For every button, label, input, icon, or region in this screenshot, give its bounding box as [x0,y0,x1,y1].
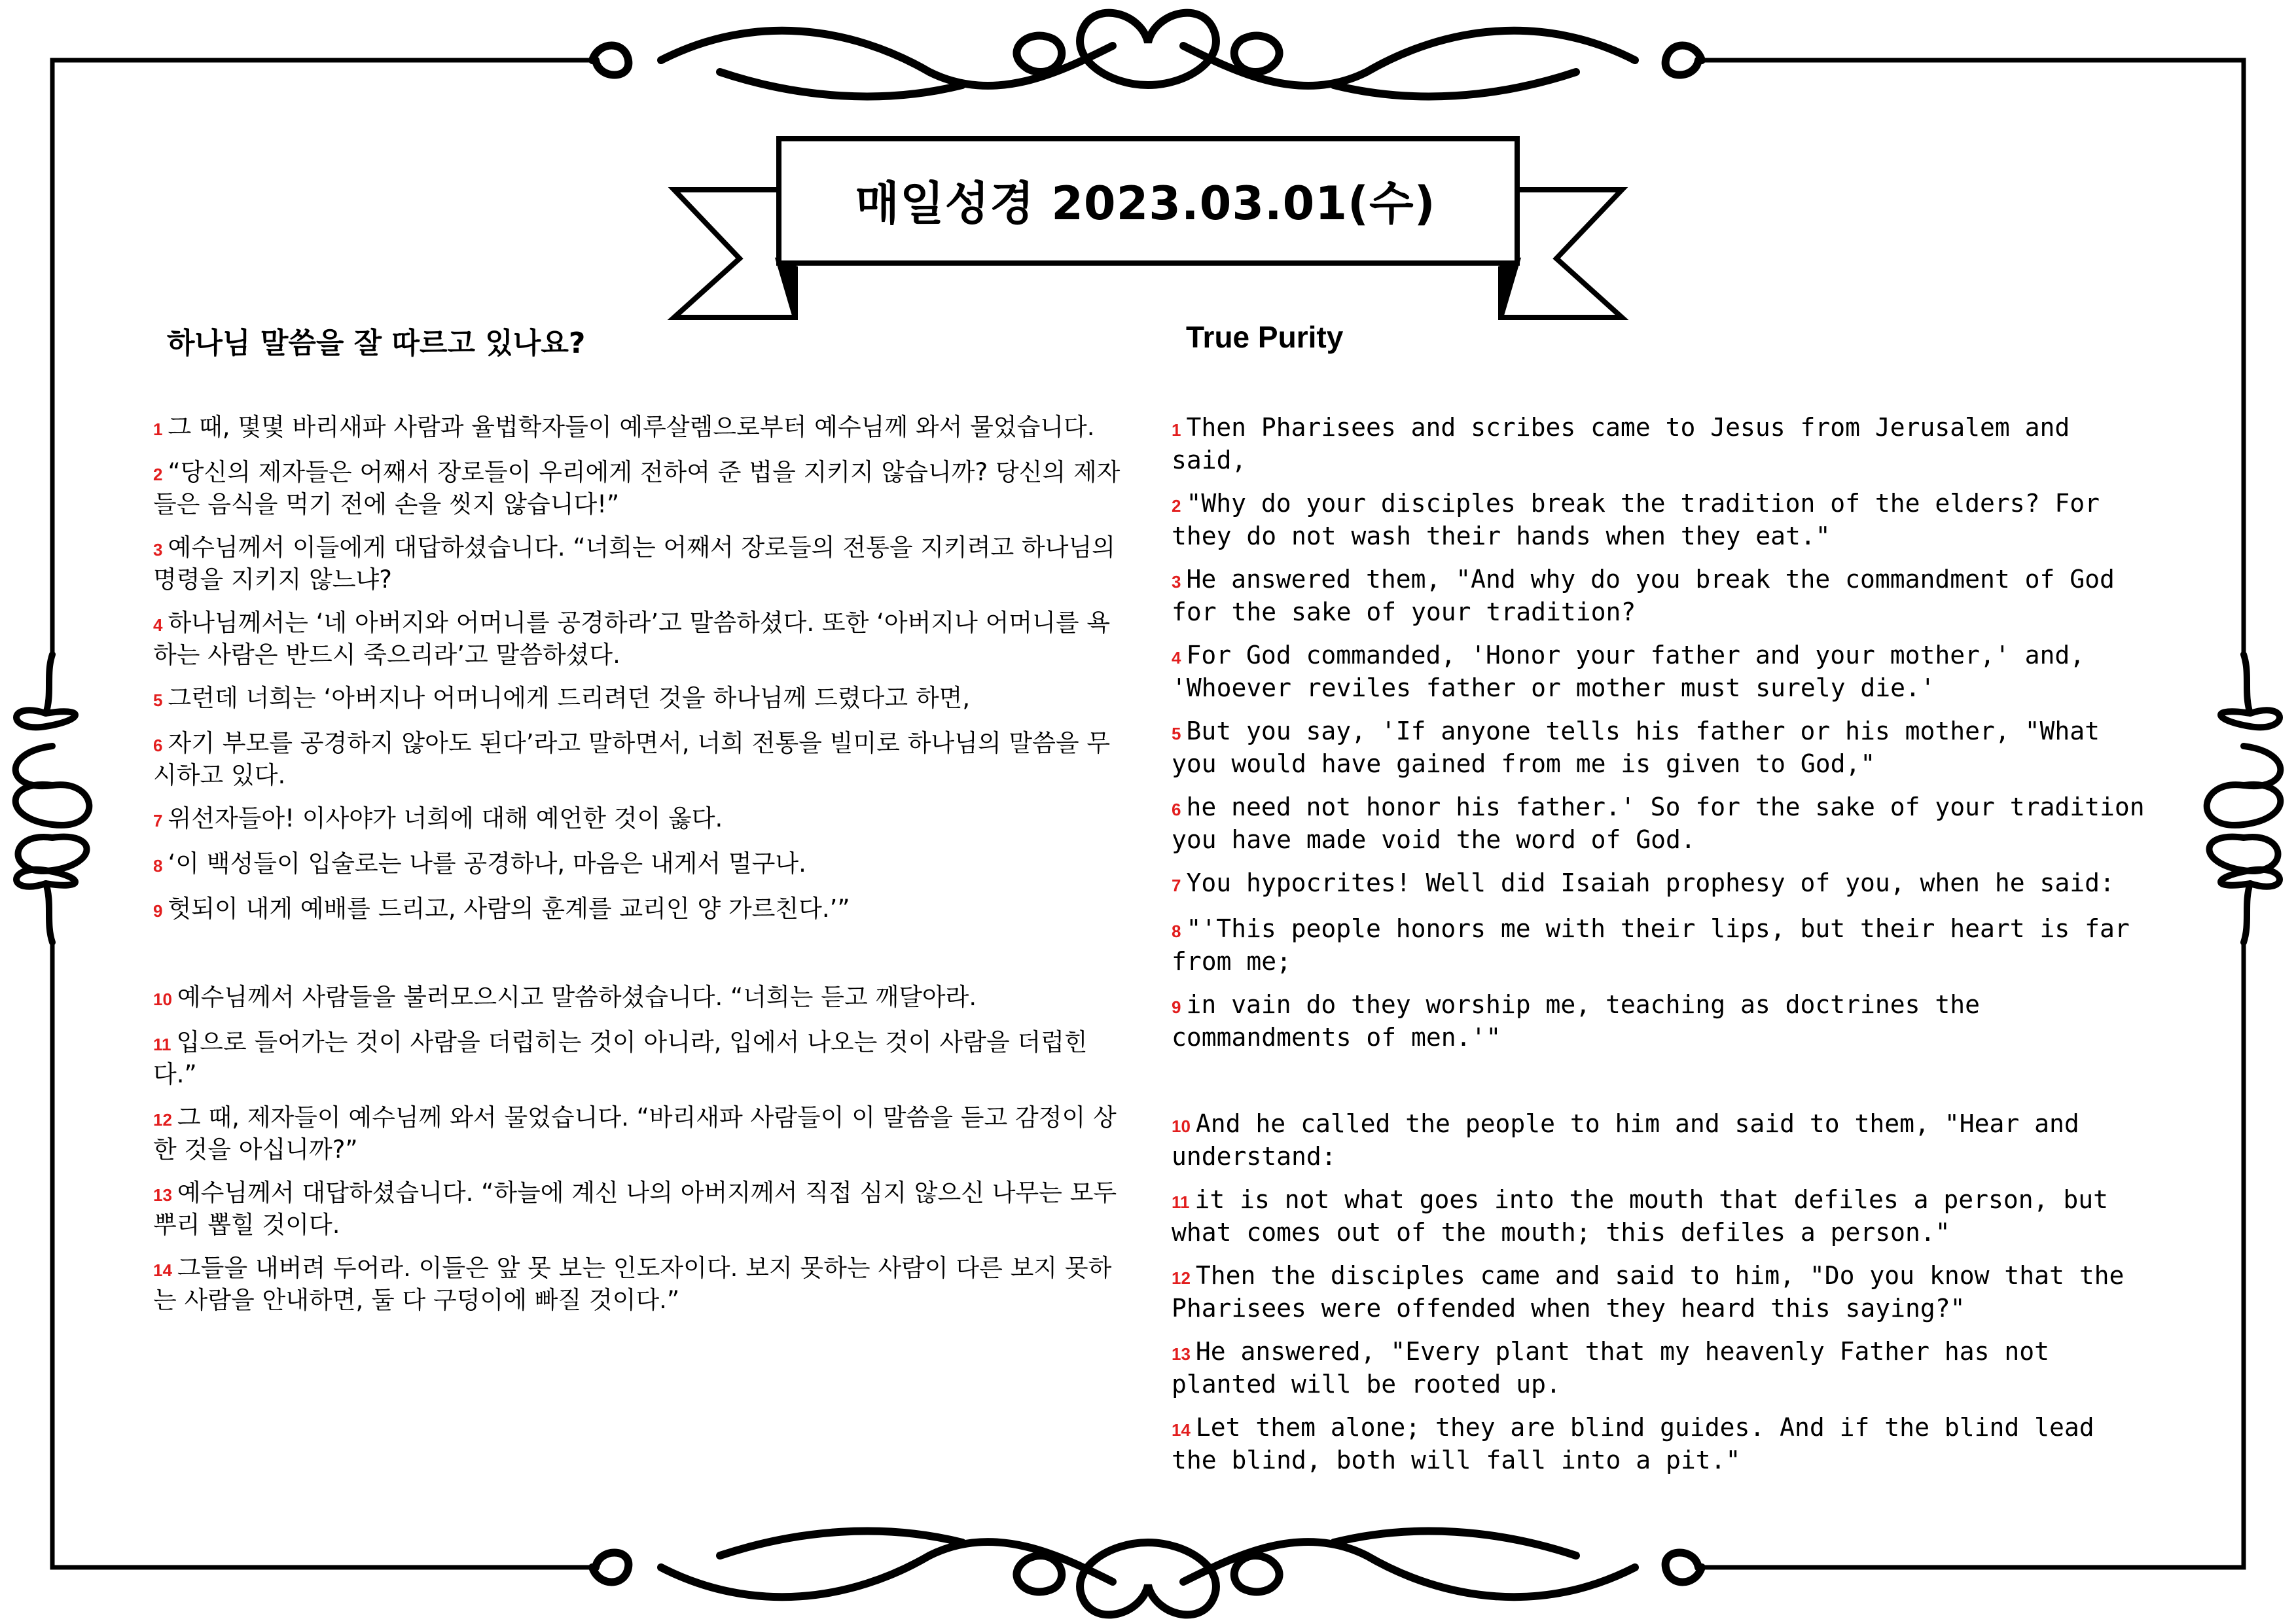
verse-number: 11 [1172,1192,1190,1212]
verse-text: And he called the people to him and said to them, "Hear and understand: [1172,1109,2079,1171]
verse-text: 헛되이 내게 예배를 드리고, 사람의 훈계를 교리인 양 가르친다.’” [168,895,850,923]
english-heading: True Purity [1186,320,1344,354]
english-verse [1172,914,2153,976]
korean-verse [153,982,1122,1014]
verse-text: 하나님께서는 ‘네 아버지와 어머니를 공경하라’고 말씀하셨다. 또한 ‘아버지나 어머니를 욕하는 사람은 반드시 죽으리라’고 말씀하셨다. [153,609,1111,669]
verse-text: 예수님께서 사람들을 불러모으시고 말씀하셨습니다. “너희는 듣고 깨달아라. [177,983,977,1011]
verse-text: You hypocrites! Well did Isaiah prophesy of you, when he said: [1186,868,2115,897]
korean-verse [153,728,1122,791]
bottom-flourish [592,1531,1702,1615]
korean-verse [153,1178,1122,1240]
verse-number: 11 [153,1035,171,1054]
verse-number: 12 [153,1110,172,1130]
verse-number: 13 [153,1185,172,1205]
english-verse [1172,640,2153,703]
korean-verse [153,457,1122,520]
english-verse [1172,488,2153,551]
verse-text: ‘이 백성들이 입술로는 나를 공경하나, 마음은 내게서 멀구나. [168,849,806,878]
korean-verse [153,1103,1122,1165]
verse-text: 그런데 너희는 ‘아버지나 어머니에게 드리려던 것을 하나님께 드렸다고 하면, [168,684,971,712]
verse-text: "Why do your disciples break the tradition of the elders? For they do not wash their hands when they eat." [1172,489,2100,550]
english-verse [1172,1185,2153,1247]
korean-passage [153,412,1122,1329]
verse-number: 7 [1172,876,1181,895]
verse-text: Then Pharisees and scribes came to Jesus from Jerusalem and said, [1172,413,2070,474]
verse-text: "'This people honors me with their lips, but their heart is far from me; [1172,914,2130,976]
verse-number: 14 [1172,1420,1191,1440]
english-verse [1172,716,2153,779]
english-verse [1172,990,2153,1052]
korean-verse [153,804,1122,836]
verse-text: Then the disciples came and said to him, "Do you know that the Pharisees were offended when they heard this saying?" [1172,1261,2125,1323]
verse-number: 5 [1172,724,1181,743]
verse-number: 4 [153,615,163,635]
verse-number: 10 [153,990,172,1009]
verse-text: 그들을 내버려 두어라. 이들은 앞 못 보는 인도자이다. 보지 못하는 사람이 다른 보지 못하는 사람을 안내하면, 둘 다 구덩이에 빠질 것이다.” [153,1254,1112,1314]
korean-verse [153,412,1122,444]
verse-text: he need not honor his father.' So for the sake of your tradition you have made void the word of God. [1172,793,2145,854]
korean-verse [153,608,1122,670]
right-side-ornament [2207,654,2281,942]
english-verse [1172,564,2153,627]
verse-number: 9 [1172,997,1181,1017]
verse-number: 8 [153,856,163,876]
verse-number: 2 [153,465,163,484]
verse-number: 12 [1172,1268,1191,1288]
verse-number: 6 [1172,800,1181,819]
korean-verse [153,1027,1122,1090]
verse-text: 예수님께서 대답하셨습니다. “하늘에 계신 나의 아버지께서 직접 심지 않으신 나무는 모두 뿌리 뽑힐 것이다. [153,1179,1117,1239]
verse-text: 입으로 들어가는 것이 사람을 더럽히는 것이 아니라, 입에서 나오는 것이 사람을 더럽힌다.” [153,1028,1088,1088]
verse-number: 5 [153,690,163,710]
verse-text: 그 때, 몇몇 바리새파 사람과 율법학자들이 예루살렘으로부터 예수님께 와서 물었습니다. [168,413,1095,441]
verse-text: in vain do they worship me, teaching as doctrines the commandments of men.'" [1172,990,1980,1052]
korean-verse [153,533,1122,595]
verse-text: 자기 부모를 공경하지 않아도 된다’라고 말하면서, 너희 전통을 빌미로 하나님의 말씀을 무시하고 있다. [153,729,1111,789]
verse-number: 3 [153,540,163,560]
verse-text: But you say, 'If anyone tells his father or his mother, "What you would have gained from me is given to God," [1172,717,2100,778]
korean-heading: 하나님 말씀을 잘 따르고 있나요? [167,327,586,360]
english-verse [1172,1260,2153,1323]
verse-text: He answered them, "And why do you break the commandment of God for the sake of your tradition? [1172,565,2115,626]
english-verse [1172,1336,2153,1399]
verse-number: 3 [1172,572,1181,592]
verse-number: 9 [153,901,163,921]
verse-number: 13 [1172,1344,1191,1364]
verse-text: 그 때, 제자들이 예수님께 와서 물었습니다. “바리새파 사람들이 이 말씀을 듣고 감정이 상한 것을 아십니까?” [153,1103,1117,1164]
verse-text: For God commanded, 'Honor your father and your mother,' and, 'Whoever reviles father or mother must surely die.' [1172,641,2085,702]
verse-number: 1 [153,419,163,439]
verse-text: 예수님께서 이들에게 대답하셨습니다. “너희는 어째서 장로들의 전통을 지키려고 하나님의 명령을 지키지 않느냐? [153,533,1115,594]
verse-number: 10 [1172,1116,1191,1136]
verse-text: it is not what goes into the mouth that defiles a person, but what comes out of the mouth; this defiles a person." [1172,1185,2109,1247]
verse-number: 14 [153,1260,172,1280]
verse-number: 1 [1172,420,1181,440]
left-side-ornament [16,654,90,942]
korean-verse [153,683,1122,715]
english-passage [1172,412,2153,1488]
english-verse [1172,412,2153,475]
english-verse [1172,1412,2153,1475]
verse-number: 6 [153,736,163,755]
english-verse [1172,1109,2153,1171]
korean-verse [153,894,1122,926]
verse-text: Let them alone; they are blind guides. And if the blind lead the blind, both will fall into a pit." [1172,1413,2094,1474]
verse-number: 2 [1172,496,1181,516]
verse-number: 7 [153,811,163,830]
verse-text: “당신의 제자들은 어째서 장로들이 우리에게 전하여 준 법을 지키지 않습니까? 당신의 제자들은 음식을 먹기 전에 손을 씻지 않습니다!” [153,458,1121,518]
verse-number: 4 [1172,648,1181,668]
korean-verse [153,849,1122,881]
top-flourish [592,13,1702,97]
verse-text: 위선자들아! 이사야가 너희에 대해 예언한 것이 옳다. [168,804,723,832]
english-verse [1172,868,2153,901]
korean-verse [153,1253,1122,1315]
page-title: 매일성경 2023.03.01(수) [855,176,1436,230]
english-verse [1172,792,2153,855]
verse-text: He answered, "Every plant that my heavenly Father has not planted will be rooted up. [1172,1337,2049,1399]
verse-number: 8 [1172,921,1181,941]
